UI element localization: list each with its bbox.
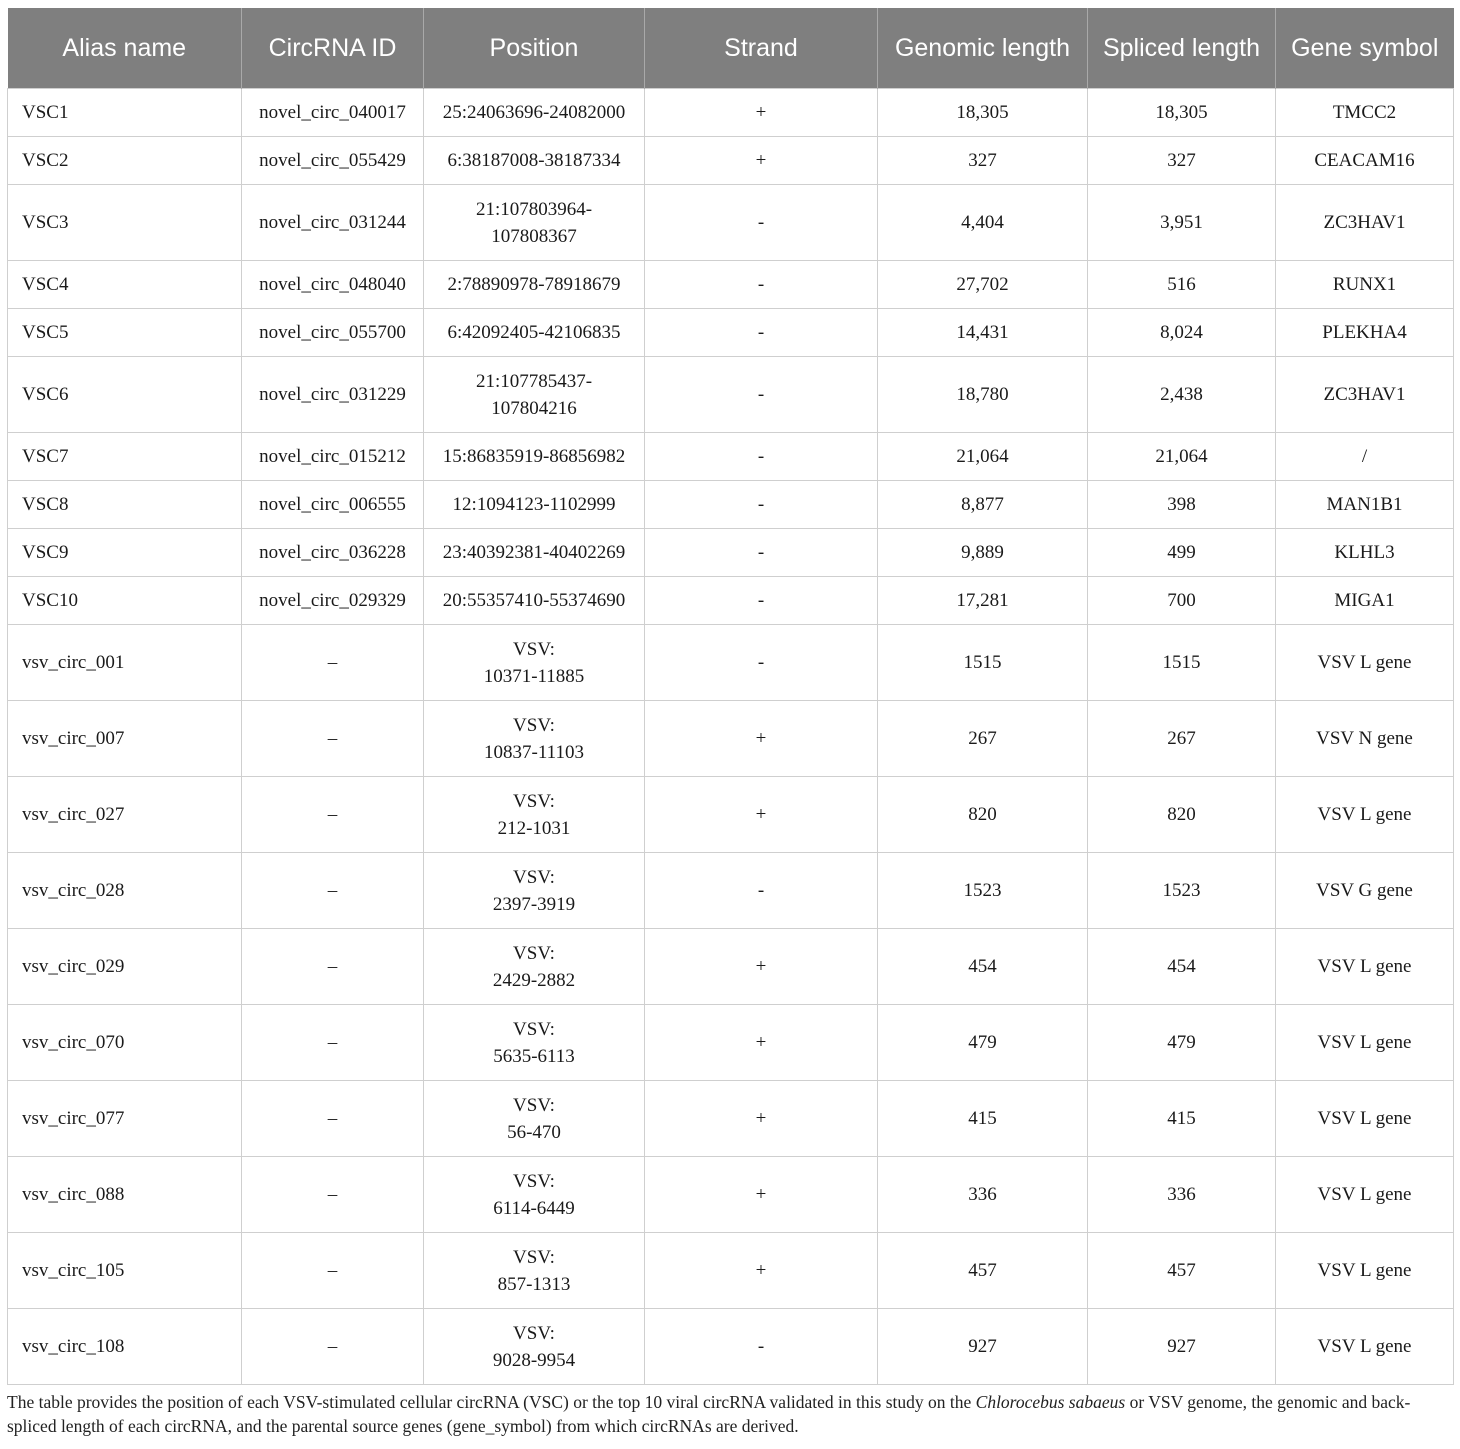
cell-strand: + [645,1233,878,1309]
position-line-1: VSV: [513,1246,555,1268]
footnote-text-2: or VSV genome, the genomic and back-spliced length of each circRNA, and the parental source genes (gene_symbol) from which circRNAs are derived. [7,1392,1411,1436]
cell-circrna-id: novel_circ_036228 [242,529,424,577]
table-row [8,577,1454,625]
cell-strand: - [645,577,878,625]
cell-circrna-id: – [242,929,424,1005]
cell-alias-name: VSC2 [8,137,242,185]
position-line-1: 20:55357410-55374690 [442,590,626,611]
position-line-1: 2:78890978-78918679 [447,274,621,295]
cell-gene-symbol: TMCC2 [1276,89,1454,137]
cell-strand: - [645,853,878,929]
cell-strand: - [645,309,878,357]
cell-gene-symbol: VSV L gene [1276,625,1454,701]
cell-gene-symbol: ZC3HAV1 [1276,185,1454,261]
cell-position [424,309,645,357]
footnote-text-1: The table provides the position of each VSV-stimulated cellular circRNA (VSC) or the top 10 viral circRNA validated in this study on the [7,1392,976,1412]
position-line-2: 857-1313 [497,1273,571,1295]
position-line-2: 5635-6113 [493,1045,575,1067]
cell-gene-symbol: PLEKHA4 [1276,309,1454,357]
cell-position [424,625,645,701]
position-line-1: VSV: [513,1170,555,1192]
cell-circrna-id: – [242,625,424,701]
circrna-table [7,8,1454,1385]
cell-spliced-length: 700 [1088,577,1276,625]
table-row [8,261,1454,309]
cell-spliced-length: 1523 [1088,853,1276,929]
cell-circrna-id: – [242,777,424,853]
cell-spliced-length: 820 [1088,777,1276,853]
cell-gene-symbol: VSV L gene [1276,1233,1454,1309]
cell-gene-symbol: VSV L gene [1276,1081,1454,1157]
cell-circrna-id: – [242,701,424,777]
cell-strand: - [645,481,878,529]
cell-alias-name: VSC6 [8,357,242,433]
cell-strand: - [645,185,878,261]
cell-genomic-length: 21,064 [878,433,1088,481]
cell-gene-symbol: VSV N gene [1276,701,1454,777]
cell-spliced-length: 479 [1088,1005,1276,1081]
cell-genomic-length: 479 [878,1005,1088,1081]
table-footnote [7,1390,1455,1438]
cell-strand: - [645,261,878,309]
cell-position [424,529,645,577]
table-row [8,357,1454,433]
table-row [8,701,1454,777]
cell-genomic-length: 14,431 [878,309,1088,357]
cell-gene-symbol: VSV L gene [1276,1005,1454,1081]
cell-spliced-length: 398 [1088,481,1276,529]
cell-spliced-length: 1515 [1088,625,1276,701]
cell-alias-name: vsv_circ_028 [8,853,242,929]
cell-genomic-length: 415 [878,1081,1088,1157]
cell-alias-name: vsv_circ_108 [8,1309,242,1385]
header-position: Position [424,8,645,89]
cell-spliced-length: 2,438 [1088,357,1276,433]
cell-circrna-id: novel_circ_055700 [242,309,424,357]
cell-alias-name: VSC7 [8,433,242,481]
header-circrna-id: CircRNA ID [242,8,424,89]
cell-gene-symbol: CEACAM16 [1276,137,1454,185]
cell-genomic-length: 18,305 [878,89,1088,137]
position-line-1: 6:38187008-38187334 [447,150,621,171]
cell-spliced-length: 3,951 [1088,185,1276,261]
cell-alias-name: VSC10 [8,577,242,625]
position-line-2: 2397-3919 [492,893,576,915]
cell-genomic-length: 9,889 [878,529,1088,577]
cell-position [424,185,645,261]
circrna-table-container [7,8,1453,1385]
cell-strand: + [645,1081,878,1157]
cell-position [424,577,645,625]
cell-position [424,1081,645,1157]
position-line-2: 212-1031 [497,817,571,839]
cell-spliced-length: 516 [1088,261,1276,309]
footnote-species: Chlorocebus sabaeus [975,1392,1126,1412]
cell-circrna-id: – [242,853,424,929]
cell-circrna-id: novel_circ_040017 [242,89,424,137]
table-row [8,853,1454,929]
cell-strand: - [645,1309,878,1385]
cell-position [424,433,645,481]
position-line-1: VSV: [513,942,555,964]
cell-strand: - [645,357,878,433]
cell-gene-symbol: / [1276,433,1454,481]
table-row [8,433,1454,481]
position-line-2: 10371-11885 [483,665,585,687]
cell-alias-name: vsv_circ_088 [8,1157,242,1233]
cell-alias-name: VSC5 [8,309,242,357]
table-row [8,777,1454,853]
position-line-1: 21:107803964- [475,198,593,220]
cell-spliced-length: 415 [1088,1081,1276,1157]
position-line-2: 107804216 [491,397,577,419]
cell-position [424,1005,645,1081]
position-line-1: VSV: [513,638,555,660]
header-genomic-length: Genomic length [878,8,1088,89]
table-body [8,89,1454,1385]
position-line-2: 107808367 [491,225,577,247]
cell-gene-symbol: VSV L gene [1276,929,1454,1005]
cell-gene-symbol: ZC3HAV1 [1276,357,1454,433]
cell-spliced-length: 454 [1088,929,1276,1005]
header-alias-name: Alias name [8,8,242,89]
cell-position [424,89,645,137]
cell-position [424,853,645,929]
cell-genomic-length: 18,780 [878,357,1088,433]
cell-alias-name: vsv_circ_001 [8,625,242,701]
position-line-1: 25:24063696-24082000 [442,102,626,123]
cell-circrna-id: novel_circ_031229 [242,357,424,433]
header-spliced-length: Spliced length [1088,8,1276,89]
cell-strand: + [645,1005,878,1081]
cell-alias-name: vsv_circ_007 [8,701,242,777]
cell-strand: - [645,625,878,701]
cell-gene-symbol: KLHL3 [1276,529,1454,577]
cell-spliced-length: 499 [1088,529,1276,577]
cell-spliced-length: 18,305 [1088,89,1276,137]
cell-circrna-id: – [242,1081,424,1157]
cell-strand: + [645,1157,878,1233]
cell-genomic-length: 8,877 [878,481,1088,529]
cell-position [424,1309,645,1385]
table-row [8,1081,1454,1157]
cell-position [424,1233,645,1309]
cell-genomic-length: 336 [878,1157,1088,1233]
position-line-1: 21:107785437- [475,370,593,392]
position-line-1: VSV: [513,1094,555,1116]
cell-position [424,481,645,529]
cell-position [424,137,645,185]
cell-strand: + [645,777,878,853]
cell-genomic-length: 17,281 [878,577,1088,625]
cell-position [424,929,645,1005]
cell-position [424,261,645,309]
cell-genomic-length: 820 [878,777,1088,853]
position-line-2: 9028-9954 [492,1349,576,1371]
cell-spliced-length: 327 [1088,137,1276,185]
cell-circrna-id: novel_circ_029329 [242,577,424,625]
cell-alias-name: vsv_circ_027 [8,777,242,853]
position-line-1: 12:1094123-1102999 [452,494,616,515]
cell-genomic-length: 927 [878,1309,1088,1385]
cell-gene-symbol: VSV L gene [1276,1309,1454,1385]
cell-circrna-id: novel_circ_048040 [242,261,424,309]
cell-genomic-length: 1515 [878,625,1088,701]
cell-circrna-id: novel_circ_055429 [242,137,424,185]
cell-circrna-id: – [242,1157,424,1233]
cell-genomic-length: 27,702 [878,261,1088,309]
table-row [8,625,1454,701]
header-row [8,8,1454,89]
position-line-1: VSV: [513,714,555,736]
cell-circrna-id: novel_circ_006555 [242,481,424,529]
cell-spliced-length: 336 [1088,1157,1276,1233]
table-row [8,1157,1454,1233]
position-line-1: 15:86835919-86856982 [442,446,626,467]
table-row [8,481,1454,529]
cell-alias-name: vsv_circ_029 [8,929,242,1005]
cell-position [424,777,645,853]
cell-gene-symbol: MIGA1 [1276,577,1454,625]
cell-alias-name: VSC8 [8,481,242,529]
cell-alias-name: vsv_circ_070 [8,1005,242,1081]
cell-genomic-length: 327 [878,137,1088,185]
position-line-2: 6114-6449 [493,1197,575,1219]
position-line-2: 10837-11103 [484,741,584,763]
table-row [8,137,1454,185]
cell-gene-symbol: MAN1B1 [1276,481,1454,529]
cell-gene-symbol: VSV G gene [1276,853,1454,929]
cell-alias-name: vsv_circ_077 [8,1081,242,1157]
cell-spliced-length: 927 [1088,1309,1276,1385]
cell-strand: + [645,137,878,185]
position-line-1: VSV: [513,866,555,888]
table-row [8,929,1454,1005]
cell-strand: + [645,89,878,137]
cell-circrna-id: – [242,1233,424,1309]
cell-circrna-id: – [242,1309,424,1385]
cell-alias-name: VSC9 [8,529,242,577]
table-row [8,529,1454,577]
table-row [8,1309,1454,1385]
cell-position [424,701,645,777]
position-line-1: VSV: [513,790,555,812]
table-row [8,1005,1454,1081]
cell-position [424,1157,645,1233]
cell-genomic-length: 457 [878,1233,1088,1309]
cell-alias-name: VSC4 [8,261,242,309]
cell-spliced-length: 8,024 [1088,309,1276,357]
cell-genomic-length: 1523 [878,853,1088,929]
cell-position [424,357,645,433]
position-line-2: 56-470 [507,1121,561,1143]
cell-strand: + [645,929,878,1005]
position-line-1: VSV: [513,1018,555,1040]
cell-spliced-length: 21,064 [1088,433,1276,481]
cell-spliced-length: 267 [1088,701,1276,777]
cell-circrna-id: – [242,1005,424,1081]
header-gene-symbol: Gene symbol [1276,8,1454,89]
cell-alias-name: VSC3 [8,185,242,261]
cell-circrna-id: novel_circ_031244 [242,185,424,261]
cell-genomic-length: 4,404 [878,185,1088,261]
table-row [8,309,1454,357]
cell-gene-symbol: VSV L gene [1276,777,1454,853]
position-line-1: 6:42092405-42106835 [447,322,621,343]
cell-strand: - [645,529,878,577]
cell-circrna-id: novel_circ_015212 [242,433,424,481]
cell-alias-name: VSC1 [8,89,242,137]
cell-alias-name: vsv_circ_105 [8,1233,242,1309]
cell-genomic-length: 454 [878,929,1088,1005]
table-row [8,1233,1454,1309]
table-row [8,185,1454,261]
cell-genomic-length: 267 [878,701,1088,777]
cell-gene-symbol: RUNX1 [1276,261,1454,309]
header-strand: Strand [645,8,878,89]
cell-gene-symbol: VSV L gene [1276,1157,1454,1233]
position-line-2: 2429-2882 [492,969,576,991]
cell-strand: - [645,433,878,481]
table-row [8,89,1454,137]
position-line-1: 23:40392381-40402269 [442,542,626,563]
cell-spliced-length: 457 [1088,1233,1276,1309]
position-line-1: VSV: [513,1322,555,1344]
cell-strand: + [645,701,878,777]
